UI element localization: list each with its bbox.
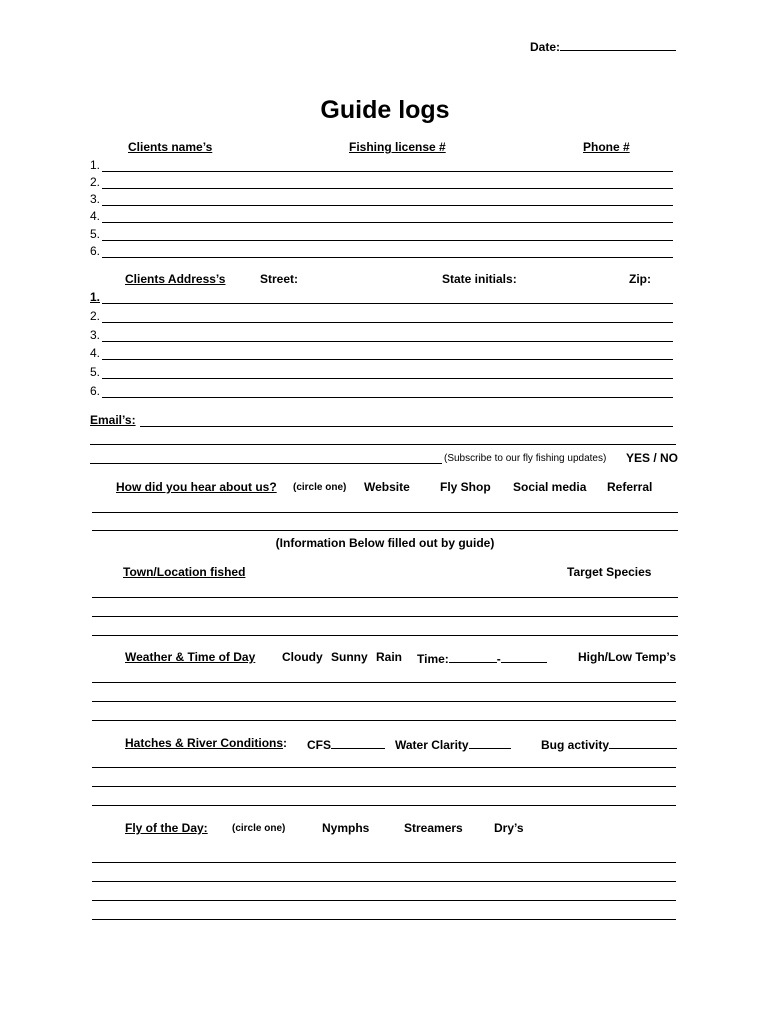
- client-row-line[interactable]: [102, 222, 673, 223]
- location-label: Town/Location fished: [123, 565, 246, 579]
- address-row-number: 3.: [90, 328, 101, 342]
- zip-header: Zip:: [629, 272, 651, 286]
- location-line[interactable]: [92, 635, 678, 636]
- date-label: Date:: [530, 40, 561, 54]
- fly-line[interactable]: [92, 862, 676, 863]
- water-clarity-label: Water Clarity: [395, 738, 469, 752]
- address-row-number: 2.: [90, 309, 101, 323]
- time-field[interactable]: [417, 650, 547, 666]
- hear-line[interactable]: [92, 530, 678, 531]
- option-fly-shop[interactable]: Fly Shop: [440, 480, 491, 494]
- state-initials-header: State initials:: [442, 272, 517, 286]
- client-row-line[interactable]: [102, 188, 673, 189]
- weather-line[interactable]: [92, 720, 676, 721]
- weather-line[interactable]: [92, 701, 676, 702]
- fishing-license-header: Fishing license #: [349, 140, 446, 154]
- location-line[interactable]: [92, 616, 678, 617]
- target-species-label: Target Species: [567, 565, 652, 579]
- hear-line[interactable]: [92, 512, 678, 513]
- bug-activity-label: Bug activity: [541, 738, 610, 752]
- page-title: Guide logs: [320, 96, 450, 124]
- fly-of-day-label: Fly of the Day:: [125, 821, 208, 835]
- time-end-blank[interactable]: [501, 650, 547, 663]
- bug-activity-field[interactable]: [541, 736, 677, 752]
- hear-about-question: How did you hear about us?: [116, 480, 277, 494]
- client-row-number: 5.: [90, 227, 101, 241]
- fly-line[interactable]: [92, 900, 676, 901]
- address-row-number: 4.: [90, 346, 101, 360]
- address-row-number: 5.: [90, 365, 101, 379]
- address-row-line[interactable]: [102, 359, 673, 360]
- circle-one-hint: (circle one): [293, 482, 347, 493]
- client-row-line[interactable]: [102, 205, 673, 206]
- cfs-label: CFS: [307, 738, 331, 752]
- client-row-line[interactable]: [102, 257, 673, 258]
- weather-sunny[interactable]: Sunny: [331, 650, 368, 664]
- temp-label: High/Low Temp’s: [578, 650, 676, 664]
- hatches-line[interactable]: [92, 786, 676, 787]
- fly-line[interactable]: [92, 881, 676, 882]
- weather-label: Weather & Time of Day: [125, 650, 256, 664]
- client-row-line[interactable]: [102, 240, 673, 241]
- cfs-blank[interactable]: [331, 736, 385, 749]
- hatches-field: [125, 736, 287, 750]
- email-line[interactable]: [90, 444, 676, 445]
- client-row-number: 3.: [90, 192, 101, 206]
- option-referral[interactable]: Referral: [607, 480, 653, 494]
- fly-option-streamers[interactable]: Streamers: [404, 821, 463, 835]
- client-row-line[interactable]: [102, 171, 673, 172]
- address-row-line[interactable]: [102, 322, 673, 323]
- weather-cloudy[interactable]: Cloudy: [282, 650, 323, 664]
- fly-option-drys[interactable]: Dry’s: [494, 821, 524, 835]
- subscribe-note: (Subscribe to our fly fishing updates): [444, 453, 607, 464]
- hatches-colon: :: [283, 736, 288, 750]
- time-label: Time:: [417, 652, 449, 666]
- date-field[interactable]: [530, 38, 676, 54]
- fly-option-nymphs[interactable]: Nymphs: [322, 821, 370, 835]
- hatches-line[interactable]: [92, 805, 676, 806]
- email-line[interactable]: [140, 426, 673, 427]
- hatches-line[interactable]: [92, 767, 676, 768]
- phone-header: Phone #: [583, 140, 630, 154]
- address-row-line[interactable]: [102, 378, 673, 379]
- client-row-number: 6.: [90, 244, 101, 258]
- weather-rain[interactable]: Rain: [376, 650, 403, 664]
- clients-address-header: Clients Address’s: [125, 272, 226, 286]
- subscribe-yes-no[interactable]: YES / NO: [626, 451, 679, 465]
- guide-info-heading: (Information Below filled out by guide): [275, 536, 495, 550]
- street-header: Street:: [260, 272, 299, 286]
- fly-line[interactable]: [92, 919, 676, 920]
- hatches-label: Hatches & River Conditions: [125, 736, 284, 750]
- email-line[interactable]: [90, 463, 442, 464]
- option-social-media[interactable]: Social media: [513, 480, 587, 494]
- address-row-number: 1.: [90, 290, 101, 304]
- location-line[interactable]: [92, 597, 678, 598]
- fly-circle-one-hint: (circle one): [232, 823, 286, 834]
- option-website[interactable]: Website: [364, 480, 410, 494]
- water-clarity-blank[interactable]: [469, 736, 511, 749]
- clients-name-header: Clients name’s: [128, 140, 213, 154]
- address-row-line[interactable]: [102, 303, 673, 304]
- time-separator: -: [496, 652, 501, 666]
- client-row-number: 2.: [90, 175, 101, 189]
- bug-activity-blank[interactable]: [609, 736, 677, 749]
- date-blank[interactable]: [560, 38, 676, 51]
- water-clarity-field[interactable]: [395, 736, 511, 752]
- time-start-blank[interactable]: [449, 650, 497, 663]
- address-row-line[interactable]: [102, 341, 673, 342]
- email-label: Email’s:: [90, 413, 136, 427]
- address-row-line[interactable]: [102, 397, 673, 398]
- cfs-field[interactable]: [307, 736, 385, 752]
- client-row-number: 4.: [90, 209, 101, 223]
- client-row-number: 1.: [90, 158, 101, 172]
- weather-line[interactable]: [92, 682, 676, 683]
- address-row-number: 6.: [90, 384, 101, 398]
